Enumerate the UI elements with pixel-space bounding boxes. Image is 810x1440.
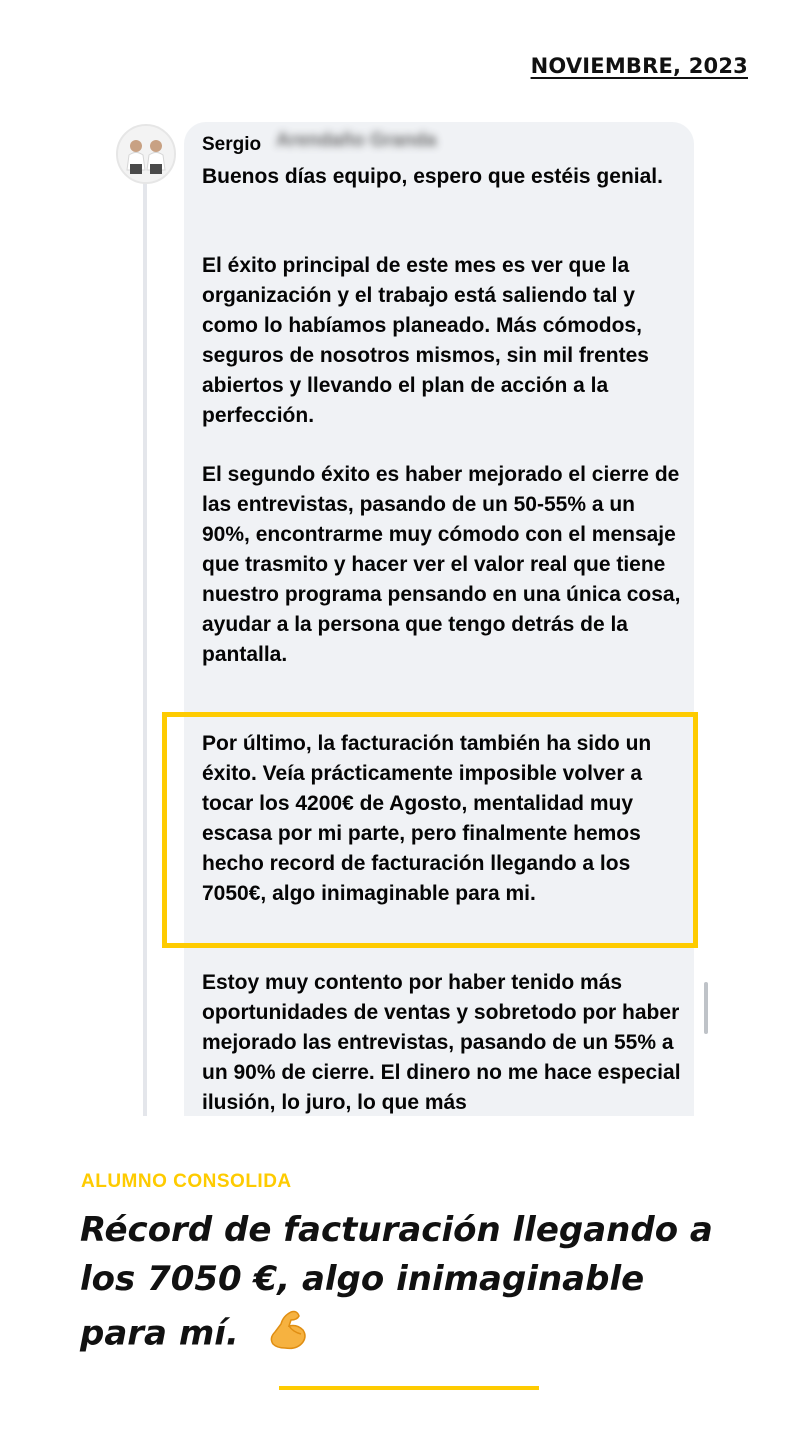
avatar[interactable] (116, 124, 176, 184)
headline (80, 1206, 740, 1366)
comment-paragraph-1: Buenos días equipo, espero que estéis genial. (202, 165, 663, 188)
avatar-people-icon (118, 126, 174, 182)
comment-bubble (184, 122, 694, 1132)
thread-line (143, 178, 147, 1118)
scrollbar-thumb[interactable] (704, 982, 708, 1034)
flexed-biceps-icon (263, 1304, 311, 1366)
category-tag: ALUMNO CONSOLIDA (81, 1171, 292, 1192)
headline-text: Récord de facturación llegando a los 7050 €, algo inimaginable para mí. (80, 1210, 713, 1354)
divider-line (279, 1386, 539, 1390)
comment-paragraph-2: El éxito principal de este mes es ver que la organización y el trabajo está saliendo tal y como lo habíamos planeado. Más cómodos, seguros de nosotros mismos, sin mil frentes abiertos y llevando el plan de acción a la perfección. (202, 254, 649, 427)
post-date: NOVIEMBRE, 2023 (530, 54, 748, 78)
author-surname-blurred: Arendaño Granda (276, 130, 437, 151)
highlight-box (162, 712, 698, 948)
comment-paragraph-5: Estoy muy contento por haber tenido más oportunidades de ventas y sobretodo por haber mejorado las entrevistas, pasando de un 55% a un 90% de cierre. El dinero no me hace especial ilusión, lo juro, lo que más (202, 971, 681, 1114)
author-name[interactable]: Sergio (202, 134, 262, 155)
comment-paragraph-4: Por último, la facturación también ha sido un éxito. Veía prácticamente imposible volver a tocar los 4200€ de Agosto, mentalidad muy escasa por mi parte, pero finalmente hemos hecho record de facturación llegando a los 7050€, algo inimaginable para mi. (202, 732, 652, 905)
comment-paragraph-3: El segundo éxito es haber mejorado el cierre de las entrevistas, pasando de un 50-55% a un 90%, encontrarme muy cómodo con el mensaje que trasmito y hacer ver el valor real que tiene nuestro programa pensando en una única cosa, ayudar a la persona que tengo detrás de la pantalla. (202, 463, 681, 666)
crop-edge (140, 1116, 740, 1136)
